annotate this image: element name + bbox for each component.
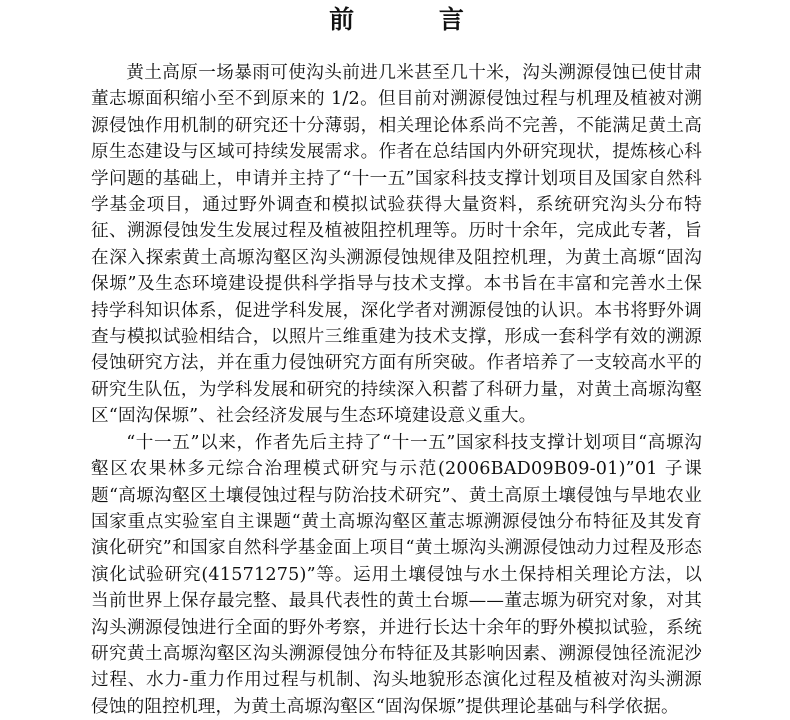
paragraph-2: “十一五”以来，作者先后主持了“十一五”国家科技支撑计划项目“高塬沟壑区农果林多元综合治理模式研究与示范(2006BAD09B09-01)”01 子课题“高塬沟壑区土壤侵蚀过程与防治技术研究”、黄土高原土壤侵蚀与旱地农业国家重点实验室自主课题“黄土高塬沟壑区董志塬溯源侵蚀分布特征及其发育演化研究”和国家自然科学基金面上项目“黄土塬沟头溯源侵蚀动力过程及形态演化试验研究(41571275)”等。运用土壤侵蚀与水土保持相关理论方法，以当前世界上保存最完整、最具代表性的黄土台塬——董志塬为研究对象，对其沟头溯源侵蚀进行全面的野外考察，并进行长达十余年的野外模拟试验，系统研究黄土高塬沟壑区沟头溯源侵蚀分布特征及其影响因素、溯源侵蚀径流泥沙过程、水力-重力作用过程与机制、沟头地貌形态演化过程及植被对沟头溯源侵蚀的阻控机理，为黄土高塬沟壑区“固沟保塬”提供理论基础与科学依据。 [91,432,702,717]
page-title: 前 言 [329,5,502,34]
body-text [91,60,702,720]
paragraph-1: 黄土高原一场暴雨可使沟头前进几米甚至几十米，沟头溯源侵蚀已使甘肃董志塬面积缩小至不到原来的 1/2。但目前对溯源侵蚀过程与机理及植被对溯源侵蚀作用机制的研究还十分薄弱，相关理论体系尚不完善，不能满足黄土高原生态建设与区域可持续发展需求。作者在总结国内外研究现状，提炼核心科学问题的基础上，申请并主持了“十一五”国家科技支撑计划项目及国家自然科学基金项目，通过野外调查和模拟试验获得大量资料，系统研究沟头分布特征、溯源侵蚀发生发展过程及植被阻控机理等。历时十余年，完成此专著，旨在深入探索黄土高塬沟壑区沟头溯源侵蚀规律及阻控机理，为黄土高塬“固沟保塬”及生态环境建设提供科学指导与技术支撑。本书旨在丰富和完善水土保持学科知识体系，促进学科发展，深化学者对溯源侵蚀的认识。本书将野外调查与模拟试验相结合，以照片三维重建为技术支撑，形成一套科学有效的溯源侵蚀研究方法，并在重力侵蚀研究方面有所突破。作者培养了一支较高水平的研究生队伍，为学科发展和研究的持续深入积蓄了科研力量，对黄土高塬沟壑区“固沟保塬”、社会经济发展与生态环境建设意义重大。 [91,63,702,427]
